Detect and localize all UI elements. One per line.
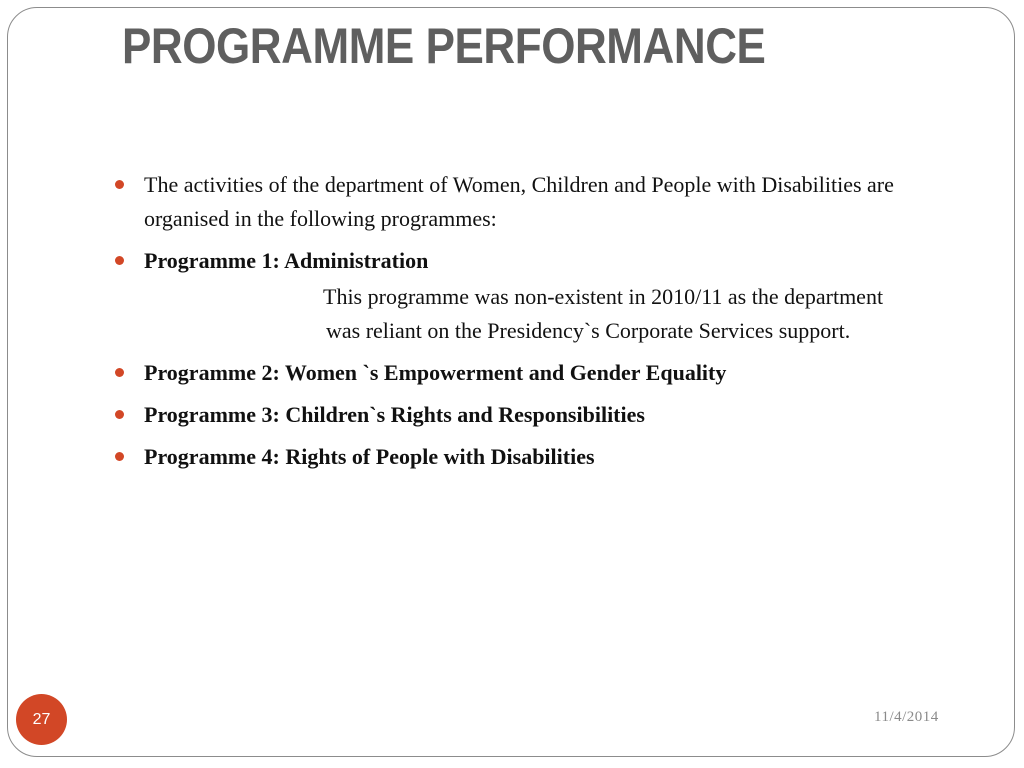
bullet-programme-1 <box>112 244 912 278</box>
slide-date: 11/4/2014 <box>874 709 939 725</box>
bullet-text: Programme 1: Administration <box>144 248 429 273</box>
slide-content <box>112 168 912 482</box>
programme-1-description: This programme was non-existent in 2010/11 as the department was reliant on the Presidency`s Corporate Services support. <box>323 284 884 343</box>
bullet-dot-icon <box>115 368 124 377</box>
bullet-programme-3 <box>112 398 912 432</box>
bullet-text: Programme 3: Children`s Rights and Responsibilities <box>144 402 645 427</box>
bullet-programme-4 <box>112 440 912 474</box>
bullet-intro <box>112 168 912 236</box>
bullet-programme-2 <box>112 356 912 390</box>
bullet-dot-icon <box>115 256 124 265</box>
bullet-text: The activities of the department of Women, Children and People with Disabilities are organised in the following programmes: <box>144 172 894 231</box>
slide-title: PROGRAMME PERFORMANCE <box>122 18 766 74</box>
bullet-text: Programme 4: Rights of People with Disabilities <box>144 444 595 469</box>
bullet-dot-icon <box>115 410 124 419</box>
page-number-badge: 27 <box>16 694 67 745</box>
bullet-text: Programme 2: Women `s Empowerment and Gender Equality <box>144 360 727 385</box>
bullet-dot-icon <box>115 180 124 189</box>
bullet-dot-icon <box>115 452 124 461</box>
